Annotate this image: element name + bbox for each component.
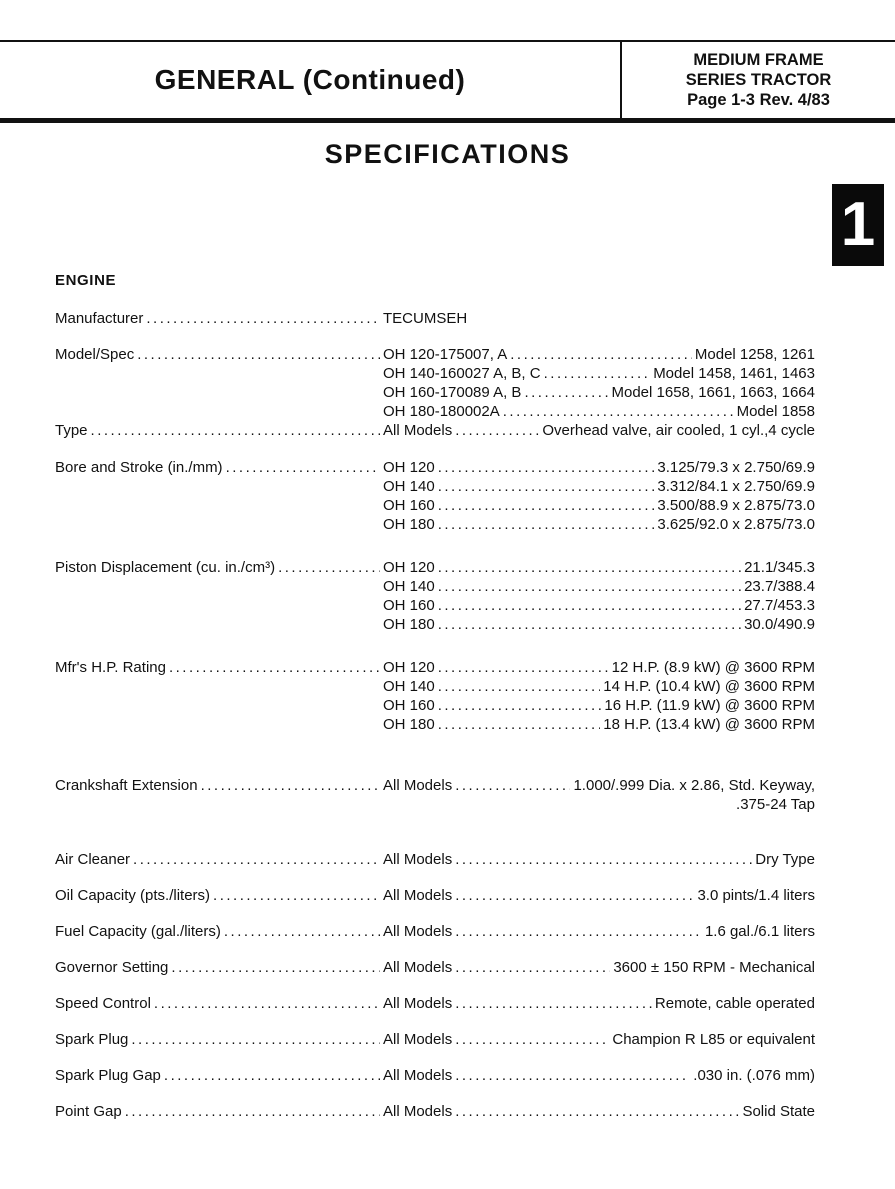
dot-leader (438, 658, 609, 677)
spec-row (55, 1030, 815, 1049)
spec-mid: All Models (383, 923, 453, 940)
spec-line-right (383, 496, 815, 515)
spec-line-left (55, 776, 383, 795)
spec-value: 1.6 gal./6.1 liters (704, 923, 815, 940)
spec-line-right (383, 776, 815, 795)
spec-line (55, 496, 815, 515)
dot-leader (133, 850, 380, 869)
dot-leader (455, 421, 539, 440)
spec-line-left (55, 383, 383, 402)
spec-line-left (55, 458, 383, 477)
spec-line-right (383, 477, 815, 496)
spec-mid: OH 180 (383, 616, 435, 633)
spec-mid: OH 160-170089 A, B (383, 384, 522, 401)
spec-line-left (55, 496, 383, 515)
dot-leader (154, 994, 380, 1013)
dot-leader (438, 458, 655, 477)
chapter-number: 1 (840, 190, 876, 259)
spec-line-right (383, 658, 815, 677)
spec-line-left (55, 577, 383, 596)
spec-label: Bore and Stroke (in./mm) (55, 459, 223, 476)
spec-mid: OH 140-160027 A, B, C (383, 365, 541, 382)
spec-line-right (383, 596, 815, 615)
spec-mid: OH 160 (383, 497, 435, 514)
dot-leader (455, 1102, 739, 1121)
dot-leader (438, 696, 602, 715)
spec-line (55, 776, 815, 795)
header-info-line-3: Page 1-3 Rev. 4/83 (687, 91, 830, 109)
spec-row (55, 850, 815, 869)
spec-label: Fuel Capacity (gal./liters) (55, 923, 221, 940)
spec-line (55, 1066, 815, 1085)
spec-line-left (55, 596, 383, 615)
dot-leader (455, 1030, 609, 1049)
spec-value-continued: .375-24 Tap (736, 796, 815, 813)
spec-label: Governor Setting (55, 959, 169, 976)
spec-value: 3.625/92.0 x 2.875/73.0 (657, 516, 815, 533)
spec-label: Air Cleaner (55, 851, 131, 868)
spec-label: Point Gap (55, 1103, 122, 1120)
spec-value: 27.7/453.3 (744, 597, 815, 614)
spec-line-right (383, 677, 815, 696)
spec-value: Model 1658, 1661, 1663, 1664 (611, 384, 815, 401)
spec-line (55, 958, 815, 977)
spec-mid: TECUMSEH (383, 310, 468, 327)
spec-line-left (55, 309, 383, 328)
spec-row (55, 776, 815, 814)
spec-value: 21.1/345.3 (744, 559, 815, 576)
spec-mid: All Models (383, 777, 453, 794)
spec-line-right (383, 795, 815, 814)
spec-mid: All Models (383, 1031, 453, 1048)
spec-line (55, 477, 815, 496)
spec-mid: OH 180 (383, 516, 435, 533)
spec-line (55, 696, 815, 715)
spec-line (55, 658, 815, 677)
spec-line-left (55, 1066, 383, 1085)
dot-leader (503, 402, 734, 421)
spec-line-right (383, 421, 815, 440)
spec-line-left (55, 615, 383, 634)
spec-mid: OH 120 (383, 459, 435, 476)
page-header-title: GENERAL (Continued) (154, 64, 466, 95)
spec-mid: All Models (383, 1103, 453, 1120)
dot-leader (125, 1102, 380, 1121)
spec-line-right (383, 345, 815, 364)
spec-line-left (55, 658, 383, 677)
dot-leader (510, 345, 692, 364)
dot-leader (224, 922, 380, 941)
spec-mid: All Models (383, 851, 453, 868)
spec-value: 30.0/490.9 (744, 616, 815, 633)
spec-mid: OH 180-180002A (383, 403, 500, 420)
section-title: ENGINE (55, 272, 117, 289)
spec-line-left (55, 994, 383, 1013)
spec-line (55, 850, 815, 869)
spec-line-right (383, 309, 815, 328)
spec-mid: All Models (383, 959, 453, 976)
spec-line-left (55, 886, 383, 905)
spec-value: 18 H.P. (13.4 kW) @ 3600 RPM (603, 716, 815, 733)
spec-line-left (55, 958, 383, 977)
spec-mid: All Models (383, 1067, 453, 1084)
dot-leader (164, 1066, 380, 1085)
spec-label: Type (55, 422, 88, 439)
spec-value: 16 H.P. (11.9 kW) @ 3600 RPM (604, 697, 815, 714)
header-left (0, 42, 620, 118)
spec-line-left (55, 795, 383, 814)
spec-line (55, 383, 815, 402)
spec-row (55, 886, 815, 905)
spec-value: Champion R L85 or equivalent (612, 1031, 815, 1048)
spec-line (55, 615, 815, 634)
spec-value: 3.500/88.9 x 2.875/73.0 (657, 497, 815, 514)
spec-rows (55, 309, 815, 1121)
spec-line-right (383, 850, 815, 869)
spec-line (55, 886, 815, 905)
dot-leader (131, 1030, 380, 1049)
spec-line (55, 402, 815, 421)
spec-mid: OH 160 (383, 597, 435, 614)
spec-row (55, 922, 815, 941)
spec-line (55, 458, 815, 477)
spec-line-right (383, 558, 815, 577)
spec-value: Solid State (742, 1103, 815, 1120)
spec-value: 3.125/79.3 x 2.750/69.9 (657, 459, 815, 476)
spec-line-left (55, 922, 383, 941)
dot-leader (524, 383, 608, 402)
spec-line (55, 677, 815, 696)
spec-mid: OH 140 (383, 478, 435, 495)
spec-line-right (383, 1102, 815, 1121)
spec-mid: OH 120-175007, A (383, 346, 508, 363)
spec-value: 3.0 pints/1.4 liters (697, 887, 815, 904)
spec-value: 1.000/.999 Dia. x 2.86, Std. Keyway, (573, 777, 815, 794)
spec-value: .030 in. (.076 mm) (693, 1067, 815, 1084)
spec-line-right (383, 994, 815, 1013)
spec-line-right (383, 615, 815, 634)
dot-leader (146, 309, 380, 328)
spec-value: Model 1858 (736, 403, 815, 420)
spec-line-left (55, 364, 383, 383)
spec-mid: All Models (383, 887, 453, 904)
spec-label: Manufacturer (55, 310, 144, 327)
spec-mid: OH 140 (383, 678, 435, 695)
spec-line-right (383, 364, 815, 383)
spec-value: Remote, cable operated (654, 995, 815, 1012)
dot-leader (438, 477, 655, 496)
spec-label: Model/Spec (55, 346, 135, 363)
dot-leader (455, 886, 694, 905)
header-info-line-2: SERIES TRACTOR (685, 71, 832, 89)
spec-value: Model 1458, 1461, 1463 (653, 365, 815, 382)
spec-line-right (383, 958, 815, 977)
dot-leader (438, 515, 655, 534)
spec-content (55, 272, 815, 1121)
spec-mid: OH 120 (383, 659, 435, 676)
spec-mid: All Models (383, 422, 453, 439)
spec-value: 14 H.P. (10.4 kW) @ 3600 RPM (603, 678, 815, 695)
dot-leader (455, 850, 752, 869)
spec-mid: OH 160 (383, 697, 435, 714)
spec-value: Overhead valve, air cooled, 1 cyl.,4 cycle (542, 422, 815, 439)
spec-row (55, 421, 815, 440)
dot-leader (544, 364, 651, 383)
dot-leader (455, 776, 570, 795)
dot-leader (169, 658, 380, 677)
spec-line-left (55, 715, 383, 734)
spec-line (55, 577, 815, 596)
spec-line (55, 596, 815, 615)
spec-line-right (383, 515, 815, 534)
spec-line-left (55, 1102, 383, 1121)
spec-line (55, 309, 815, 328)
spec-label: Speed Control (55, 995, 151, 1012)
spec-label: Piston Displacement (cu. in./cm³) (55, 559, 276, 576)
spec-line-left (55, 345, 383, 364)
dot-leader (455, 958, 610, 977)
dot-leader (226, 458, 380, 477)
spec-mid: OH 180 (383, 716, 435, 733)
spec-line (55, 558, 815, 577)
spec-line-right (383, 715, 815, 734)
spec-row (55, 658, 815, 734)
spec-line-left (55, 850, 383, 869)
spec-line (55, 715, 815, 734)
dot-leader (278, 558, 380, 577)
dot-leader (438, 558, 741, 577)
spec-line (55, 345, 815, 364)
spec-label: Mfr's H.P. Rating (55, 659, 166, 676)
spec-row (55, 458, 815, 534)
spec-value: Model 1258, 1261 (694, 346, 815, 363)
spec-label: Oil Capacity (pts./liters) (55, 887, 211, 904)
spec-mid: OH 120 (383, 559, 435, 576)
spec-value: 12 H.P. (8.9 kW) @ 3600 RPM (611, 659, 815, 676)
spec-line (55, 1102, 815, 1121)
chapter-tab (832, 184, 884, 266)
spec-line (55, 922, 815, 941)
spec-value: 3.312/84.1 x 2.750/69.9 (657, 478, 815, 495)
spec-line (55, 421, 815, 440)
spec-row (55, 345, 815, 421)
dot-leader (213, 886, 380, 905)
dot-leader (438, 715, 601, 734)
dot-leader (438, 615, 741, 634)
dot-leader (455, 994, 652, 1013)
spec-line-left (55, 677, 383, 696)
spec-row (55, 1066, 815, 1085)
spec-value: 3600 ± 150 RPM - Mechanical (613, 959, 815, 976)
dot-leader (438, 596, 741, 615)
spec-mid: All Models (383, 995, 453, 1012)
spec-line-left (55, 515, 383, 534)
spec-line-left (55, 402, 383, 421)
spec-line-left (55, 477, 383, 496)
spec-mid: OH 140 (383, 578, 435, 595)
spec-row (55, 958, 815, 977)
dot-leader (438, 496, 655, 515)
dot-leader (91, 421, 380, 440)
spec-line-right (383, 886, 815, 905)
dot-leader (455, 922, 702, 941)
dot-leader (201, 776, 380, 795)
dot-leader (171, 958, 380, 977)
page-header (0, 42, 895, 123)
spec-label: Spark Plug (55, 1031, 129, 1048)
spec-row (55, 1102, 815, 1121)
spec-line-right (383, 383, 815, 402)
spec-line-left (55, 558, 383, 577)
spec-line-right (383, 577, 815, 596)
spec-line (55, 994, 815, 1013)
dot-leader (438, 577, 741, 596)
spec-line-right (383, 458, 815, 477)
spec-line (55, 795, 815, 814)
spec-line (55, 364, 815, 383)
spec-line (55, 515, 815, 534)
spec-row (55, 994, 815, 1013)
spec-label: Spark Plug Gap (55, 1067, 161, 1084)
spec-line-right (383, 1066, 815, 1085)
spec-line-left (55, 1030, 383, 1049)
spec-line-right (383, 922, 815, 941)
dot-leader (455, 1066, 690, 1085)
header-info-box (620, 42, 895, 118)
dot-leader (438, 677, 601, 696)
spec-value: 23.7/388.4 (744, 578, 815, 595)
header-info-line-1: MEDIUM FRAME (693, 51, 824, 69)
spec-line-left (55, 696, 383, 715)
dot-leader (137, 345, 380, 364)
spec-row (55, 558, 815, 634)
spec-line-right (383, 402, 815, 421)
spec-label: Crankshaft Extension (55, 777, 198, 794)
spec-line-right (383, 696, 815, 715)
spec-value: Dry Type (755, 851, 815, 868)
spec-line (55, 1030, 815, 1049)
page-title: SPECIFICATIONS (324, 139, 571, 169)
spec-line-left (55, 421, 383, 440)
spec-line-right (383, 1030, 815, 1049)
spec-row (55, 309, 815, 328)
